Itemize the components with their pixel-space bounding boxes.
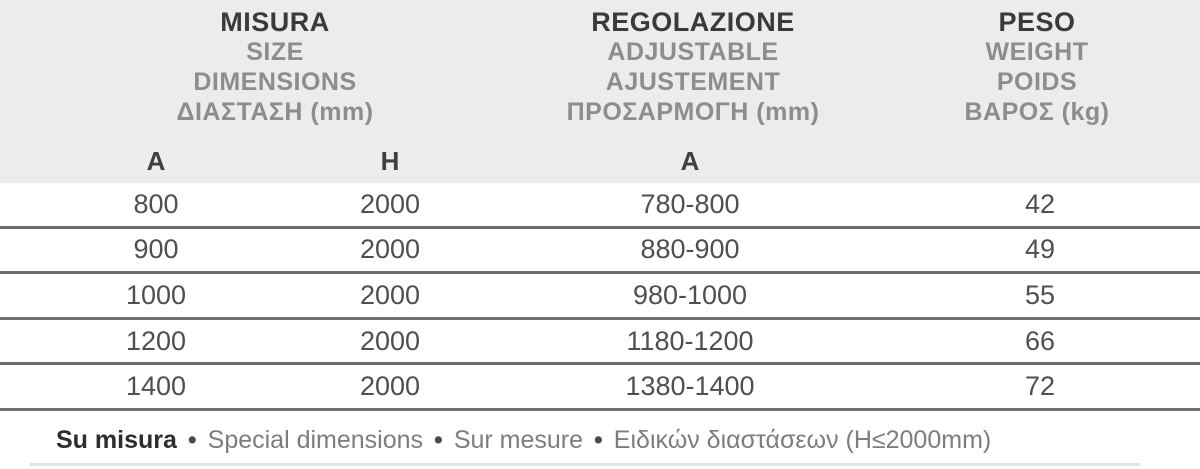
weight-header-fr: POIDS [996, 68, 1078, 96]
footer-item-el: Ειδικών διαστάσεων (H≤2000mm) [613, 425, 992, 454]
cell-size-h: 2000 [359, 325, 421, 356]
footer-note [0, 411, 1200, 469]
size-header-it: MISURA [220, 7, 330, 37]
bottom-divider [30, 463, 1140, 466]
table-row [0, 274, 1200, 320]
table-row [0, 320, 1200, 366]
cell-size-h: 2000 [359, 188, 421, 219]
subheader-size-a: A [146, 145, 166, 176]
cell-size-h: 2000 [359, 234, 421, 265]
table-row [0, 229, 1200, 275]
cell-adjustable-a: 1380-1400 [625, 371, 755, 402]
footer-lead: Su misura [56, 425, 177, 454]
weight-header-it: PESO [998, 7, 1076, 37]
cell-size-a: 1000 [125, 279, 187, 310]
adjustable-header-fr: AJUSTEMENT [605, 68, 781, 96]
column-group-adjustable [543, 7, 843, 127]
cell-size-a: 900 [133, 234, 179, 265]
bullet-separator: • [187, 425, 197, 454]
cell-weight: 66 [1024, 325, 1056, 356]
cell-adjustable-a: 780-800 [640, 188, 740, 219]
table-header [0, 0, 1200, 183]
adjustable-header-el: ΠΡΟΣΑΡΜΟΓΗ (mm) [566, 98, 820, 126]
cell-weight: 55 [1024, 279, 1056, 310]
column-group-size [125, 7, 425, 127]
cell-adjustable-a: 980-1000 [632, 279, 748, 310]
cell-size-a: 1200 [125, 325, 187, 356]
table-row [0, 365, 1200, 411]
bullet-separator: • [594, 425, 603, 454]
subheader-size-h: H [380, 145, 400, 176]
size-header-fr: DIMENSIONS [193, 68, 357, 96]
cell-size-a: 1400 [125, 371, 187, 402]
weight-header-en: WEIGHT [985, 38, 1089, 66]
subheader-row [0, 145, 1200, 177]
size-header-el: ΔΙΑΣΤΑΣΗ (mm) [176, 98, 374, 126]
table-body [0, 183, 1200, 411]
adjustable-header-en: ADJUSTABLE [607, 38, 779, 66]
size-header-en: SIZE [246, 38, 304, 66]
cell-size-h: 2000 [359, 371, 421, 402]
cell-weight: 49 [1024, 234, 1056, 265]
cell-size-h: 2000 [359, 279, 421, 310]
bullet-separator: • [434, 425, 443, 454]
weight-header-el: ΒΑΡΟΣ (kg) [964, 98, 1110, 126]
subheader-adjustable-a: A [680, 145, 700, 176]
cell-adjustable-a: 880-900 [640, 234, 740, 265]
column-group-weight [887, 7, 1187, 127]
footer-item-en: Special dimensions [207, 425, 424, 454]
cell-size-a: 800 [133, 188, 179, 219]
cell-adjustable-a: 1180-1200 [626, 325, 754, 356]
footer-item-fr: Sur mesure [453, 425, 584, 454]
adjustable-header-it: REGOLAZIONE [591, 7, 795, 37]
table-row [0, 183, 1200, 229]
cell-weight: 72 [1024, 371, 1056, 402]
cell-weight: 42 [1024, 188, 1056, 219]
